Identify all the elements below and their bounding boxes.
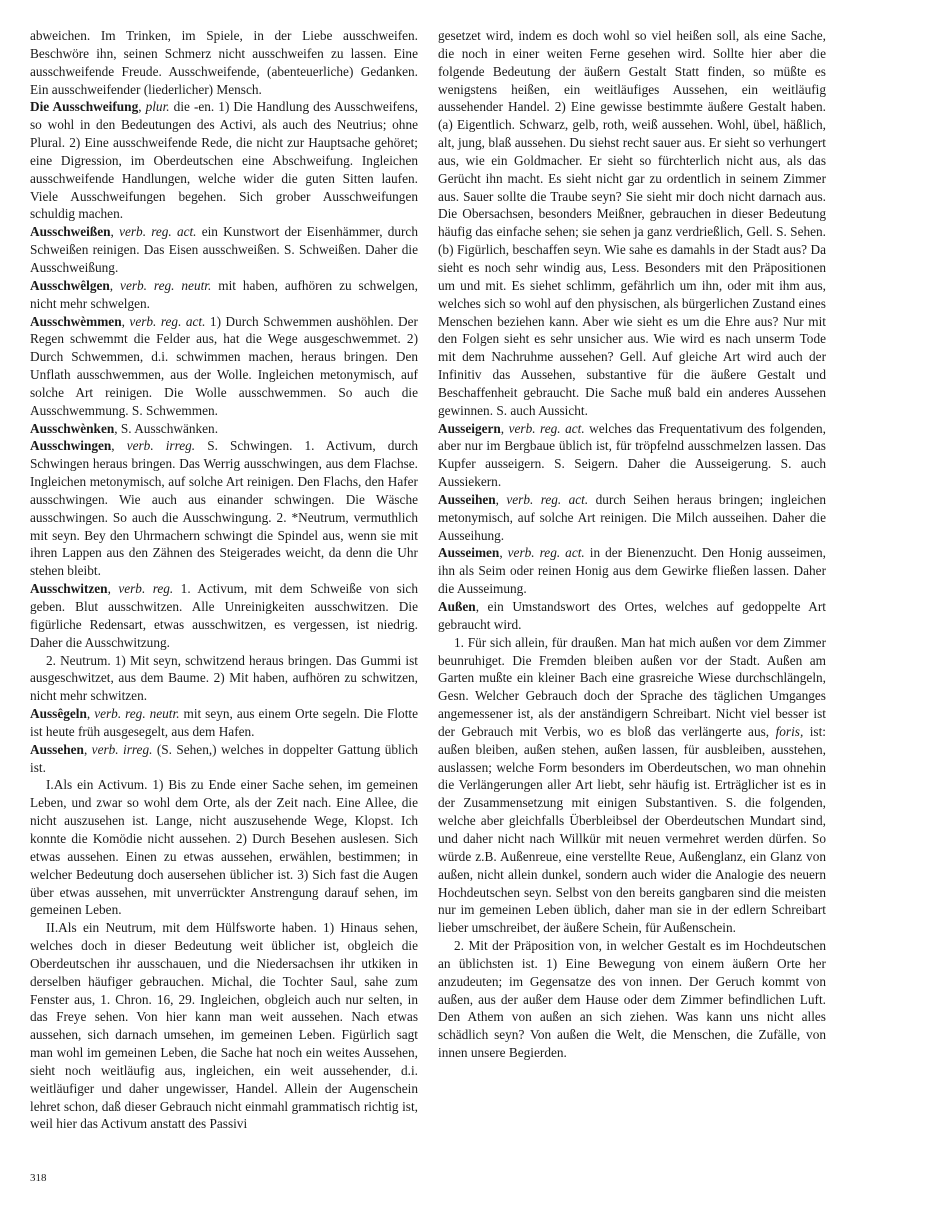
entry-ausschwelgen: Ausschwêlgen, verb. reg. neutr. mit haben, aufhören zu schwelgen, nicht mehr schwelgen. [30, 277, 418, 311]
entry-text: , ein Umstandswort des Ortes, welches auf gedoppelte Art gebraucht wird. [438, 599, 826, 632]
entry-paragraph: 2. Mit der Präposition von, in welcher Gestalt es im Hochdeutschen an üblichsten ist. 1) Eine Bewegung von einem äußern Orte her anzudeuten; im Gegensatze des von innen. Der Geruch kommt von außen, aus der außer dem Hause oder dem Zimmer befindlichen Luft. Den Athem von außen an sich ziehen. Was kann uns nicht alles schädlich seyn? Von außen die Welt, die Menschen, die Zufälle, von innen unsere Begierden. [438, 938, 826, 1061]
entry-ausschwingen: Ausschwingen, verb. irreg. S. Schwingen. 1. Activum, durch Schwingen heraus bringen. Das Werrig ausschwingen, aus dem Flachse. Ingleichen metonymisch, auf solche Art reinigen. Den Flachs, den Hafer ausschwingen. Wie auch aus einander schwingen. Die Wäsche ausschwingen. So auch die Ausschwingung. 2. *Neutrum, vermuthlich mit seyn. Bey den Uhrmachern schwingt die Spindel aus, wenn sie mit ihren Lappen aus den Zähnen des Steigerades weicht, da denn die Uhr stehen bleibt. [30, 438, 419, 579]
headword: Ausseigern [438, 420, 501, 436]
entry-text: 1. Activum, mit dem Schweiße von sich geben. Blut ausschwitzen. Alle Unreinigkeiten ausschwitzen. Die figürliche Redensart, etwas ausschwitzen, es vergessen, ist niedrig. Daher die Ausschwitzung. [30, 581, 418, 650]
headword: Ausschwitzen [30, 581, 108, 597]
page-number: 318 [30, 1172, 47, 1184]
grammar-note: verb. irreg. [91, 741, 153, 757]
entry-text: mit haben, aufhören zu schwelgen, nicht mehr schwelgen. [30, 277, 418, 311]
entry-aussen [438, 598, 826, 634]
grammar-note: verb. reg. act. [129, 313, 206, 329]
headword: Ausschwènken [30, 420, 115, 436]
headword: Ausschwingen [30, 438, 112, 454]
entry-aussegeln: Aussêgeln, verb. reg. neutr. mit seyn, aus einem Orte segeln. Die Flotte ist heute früh ausgesegelt, aus dem Hafen. [30, 706, 418, 739]
grammar-note: verb. reg. act. [119, 224, 197, 240]
headword: Aussehen [30, 741, 84, 757]
entry-paragraph: I.Als ein Activum. 1) Bis zu Ende einer Sache sehen, im gemeinen Leben, und zwar so wohl dem Orte, als der Zeit nach. Eine Allee, die nicht auszusehen ist. Lange, nicht auszusehende Wege, Klopst. Ich konnte die Komödie nicht aussehen. 2) Durch Besehen auslesen. Sich etwas aussehen. Einen zu etwas aussehen, erwählen, bestimmen; in welcher Bedeutung doch ausersehen üblicher ist. 3) Sich fast die Augen über etwas aussehen, mit unverrückter Anstrengung darauf sehen, im gemeinen Leben. [30, 777, 418, 918]
entry-paragraph: 1. Für sich allein, für draußen. Man hat mich außen vor dem Zimmer beunruhiget. Die Fremden bleiben außen vor der Stadt. Außen am Garten mußte ein kleiner Bach eine grasreiche Wiese durchschlängeln, Gesn. Welcher Gebrauch doch der Sprache des täglichen Umganges angemessener ist, als der anständigern Schreibart. Nicht viel besser ist der Gebrauch mit Verbis, wo es bloß das verlängerte aus, foris, ist: außen bleiben, außen stehen, außen lassen, für ausbleiben, ausstehen, auslassen; welche Form besonders im Oberdeutschen, wo man ohnehin die Verlängerungen aller Art liebt, sehr häufig ist. Erträglicher ist es in der Zusammensetzung mit einigen Substantiven. S. die folgenden, welche aber gleichfalls Überbleibsel der Oberdeutschen Mundart sind, und daher nicht nach Willkür mit neuen vermehret werden dürfen. So würde z.B. Außenreue, eine verstellte Reue, Außenglanz, ein Glanz von außen, nicht allein dunkel, sondern auch wider die Analogie des neuern Hochdeutschen seyn. Selbst von den bereits gangbaren sind die meisten nur im gemeinen Leben üblich, daher man sie in der edlern Schreibart lieber umschreibet, der äußere Schein, für Außenschein. [438, 634, 826, 936]
headword: Aussêgeln [30, 706, 87, 722]
grammar-note: verb. reg. act. [508, 420, 585, 436]
headword: Außen [438, 599, 476, 614]
grammar-note: verb. reg. act. [507, 545, 585, 561]
continued-text: gesetzet wird, indem es doch wohl so viel heißen soll, als eine Sache, die noch in einer weiten Ferne gesehen wird. Sollte hier aber die folgende Bedeutung der äußern Gestalt Statt finden, so müßte es wenigstens heißen, ein weitläufiges Aussehen, ein weitläufig aussehender Handel. 2) Eine gewisse bestimmte äußere Gestalt haben. (a) Eigentlich. Schwarz, gelb, roth, weiß aussehen. Wohl, übel, häßlich, alt, jung, blaß aussehen. Du siehst recht sauer aus. Er sieht so verhungert aus, wie ein Goldmacher. Er sieht so fürchterlich nicht aus, als das Gerücht ihn macht. Es sieht nicht gar zu ordentlich in seinem Zimmer aus. Sauer sollte die Traube seyn? Sie sieht mir doch nicht darnach aus. Die Obersachsen, besonders Meißner, gebrauchen in dieser Bedeutung häufig das einfache sehen; sie sehen ja ganz verdrießlich, Gell. S. Sehen. (b) Figürlich, beschaffen seyn. Wie sahe es damahls in der Stadt aus? Da sieht es noch sehr windig aus, Less. Besonders mit den Präpositionen um und mit. Es siehet schlimm, gefährlich um ihn, oder mit ihm aus, welches sich so wohl auf den physischen, als bürgerlichen Zustand eines Menschen beziehen kann. Aber wie sieht es um die Ehre aus? Nur mit den Folgen sieht es sehr unsicher aus. Wie wird es nach unserm Tode mit dem Nachruhme aussehen? Gell. Auf gleiche Art wird auch der Infinitiv das Aussehen, substantive für die äußere Gestalt und Beschaffenheit gebraucht. Die Sache muß bald ein anderes Aussehen gewinnen. S. auch Aussicht. [438, 28, 826, 418]
entry-ausschweissen: Ausschweißen, verb. reg. act. ein Kunstwort der Eisenhämmer, durch Schweißen reinigen. Das Eisen ausschweißen. S. Schweißen. Daher die Ausschweißung. [30, 224, 418, 275]
latin-term: foris, [775, 723, 804, 739]
right-column [438, 27, 826, 1062]
entry-text: S. Schwingen. 1. Activum, durch Schwingen heraus bringen. Das Werrig ausschwingen, aus dem Flachse. Ingleichen metonymisch, auf solche Art reinigen. Den Flachs, den Hafer ausschwingen. Wie auch aus einander schwingen. Die Wäsche ausschwingen. So auch die Ausschwingung. 2. *Neutrum, vermuthlich mit seyn. Bey den Uhrmachern schwingt die Spindel aus, wenn sie mit ihren Lappen aus den Zähnen des Steigerades weicht, da denn die Uhr stehen bleibt. [30, 438, 419, 579]
entry-text: ein Kunstwort der Eisenhämmer, durch Schweißen reinigen. Das Eisen ausschweißen. S. Schweißen. Daher die Ausschweißung. [30, 224, 418, 275]
entry-ausseihen: Ausseihen, verb. reg. act. durch Seihen heraus bringen; ingleichen metonymisch, auf solche Art reinigen. Die Milch ausseihen. Daher die Ausseihung. [438, 491, 827, 543]
entry-text: (S. Sehen,) welches in doppelter Gattung üblich ist. [30, 741, 418, 775]
grammar-note: verb. reg. neutr. [94, 706, 180, 722]
entry-text: in der Bienenzucht. Den Honig ausseimen, ihn als Seim oder reinen Honig aus dem Gewirke fließen lassen. Daher die Ausseimung. [438, 545, 826, 597]
entry-text: , S. Ausschwänken. [114, 420, 219, 436]
grammar-note: verb. irreg. [126, 438, 196, 454]
entry-paragraph: 2. Neutrum. 1) Mit seyn, schwitzend heraus bringen. Das Gummi ist ausgeschwitzet, aus dem Baume. 2) Mit haben, aufhören zu schwitzen, nicht mehr schwitzen. [30, 652, 418, 704]
grammar-note: verb. reg. [118, 581, 174, 597]
headword: Ausseimen [438, 545, 500, 561]
headword: Ausschwêlgen [30, 277, 110, 293]
entry-text: durch Seihen heraus bringen; ingleichen metonymisch, auf solche Art reinigen. Die Milch ausseihen. Daher die Ausseihung. [438, 491, 827, 543]
headword: Ausschwèmmen [30, 313, 122, 329]
headword: Die Ausschweifung [30, 99, 139, 115]
continued-text: abweichen. Im Trinken, im Spiele, in der Liebe ausschweifen. Beschwöre ihn, seinen Schmerz nicht ausschweifen zu lassen. Eine ausschweifende Freude. Ausschweifende, (abenteuerliche) Gedanken. Ein ausschweifender (liederlicher) Mensch. [30, 28, 418, 97]
entry-text: die -en. 1) Die Handlung des Ausschweifens, so wohl in den Bedeutungen des Activi, als auch des Neutrius; ohne Plural. 2) Eine ausschweifende Rede, die nicht zur Hauptsache gehöret; eine Digression, im Oberdeutschen eine Abschweifung. Ingleichen ausschweifende Handlungen, welche wider die guten Sitten laufen. Viele Ausschweifungen begehen. Sich grober Ausschweifungen schuldig machen. [30, 99, 418, 222]
grammar-note: plur. [145, 99, 170, 115]
headword: Ausschweißen [30, 224, 111, 240]
entry-paragraph: II.Als ein Neutrum, mit dem Hülfsworte haben. 1) Hinaus sehen, welches doch in dieser Bedeutung weit üblicher ist, obgleich die Oberdeutschen ihr ausschauen, und die Niedersachsen ihr utkiken in derselben häufiger gebrauchen. Michal, die Tochter Saul, sahe zum Fenster aus, 1. Chron. 16, 29. Ingleichen, obgleich auch nur selten, in das Freye sehen. Von hier kann man weit aussehen. Nach etwas aussehen, sich darnach umsehen, im gemeinen Leben. Figürlich sagt man wohl im gemeinen Leben, die Sache hat noch ein weites Aussehen, sieht noch weitläufig aus, ingleichen, ein weit aussehender, d.i. weitläufiger und daher ungewisser, Handel. Allein der Augenschein lehret schon, daß dieser Gebrauch nicht einmahl grammatisch richtig ist, weil hier das Activum anstatt des Passivi [30, 920, 418, 1132]
left-column [30, 27, 418, 1133]
entry-ausseigern: Ausseigern, verb. reg. act. welches das Frequentativum des folgenden, aber nur im Bergbaue üblich ist, für tröpfelnd ausschmelzen lassen. Das Kupfer ausseigern. S. Seigern. Daher die Ausseigerung. S. auch Aussiekern. [438, 420, 826, 490]
entry-text: welches das Frequentativum des folgenden, aber nur im Bergbaue üblich ist, für tröpfelnd ausschmelzen lassen. Das Kupfer ausseigern. S. Seigern. Daher die Ausseigerung. S. auch Aussiekern. [438, 420, 826, 490]
headword: Ausseihen [438, 491, 496, 507]
entry-text: 1) Durch Schwemmen aushöhlen. Der Regen schwemmt die Felder aus, hat die Wege ausgeschwemmet. 2) Durch Schwemmen, d.i. schwimmen machen, heraus bringen. Den Unflath ausschwemmen, aus der Wolle. Ingleichen metonymisch, auf solche Art reinigen. Die Wolle ausschwemmen. So auch die Ausschwemmung. S. Schwemmen. [30, 313, 418, 418]
entry-ausseimen: Ausseimen, verb. reg. act. in der Bienenzucht. Den Honig ausseimen, ihn als Seim oder reinen Honig aus dem Gewirke fließen lassen. Daher die Ausseimung. [438, 545, 826, 597]
grammar-note: verb. reg. act. [506, 491, 589, 507]
entry-ausschwenken [30, 420, 418, 438]
entry-ausschweifung: Die Ausschweifung, plur. die -en. 1) Die Handlung des Ausschweifens, so wohl in den Bedeutungen des Activi, als auch des Neutrius; ohne Plural. 2) Eine ausschweifende Rede, die nicht zur Hauptsache gehöret; eine Digression, im Oberdeutschen eine Abschweifung. Ingleichen ausschweifende Handlungen, welche wider die guten Sitten laufen. Viele Ausschweifungen begehen. Sich grober Ausschweifungen schuldig machen. [30, 99, 418, 222]
grammar-note: verb. reg. neutr. [120, 277, 212, 293]
entry-ausschwemmen: Ausschwèmmen, verb. reg. act. 1) Durch Schwemmen aushöhlen. Der Regen schwemmt die Felder aus, hat die Wege ausgeschwemmet. 2) Durch Schwemmen, d.i. schwimmen machen, heraus bringen. Den Unflath ausschwemmen, aus der Wolle. Ingleichen metonymisch, auf solche Art reinigen. Die Wolle ausschwemmen. So auch die Ausschwemmung. S. Schwemmen. [30, 313, 418, 418]
entry-aussehen: Aussehen, verb. irreg. (S. Sehen,) welches in doppelter Gattung üblich ist. [30, 741, 418, 775]
entry-ausschwitzen: Ausschwitzen, verb. reg. 1. Activum, mit dem Schweiße von sich geben. Blut ausschwitzen. Alle Unreinigkeiten ausschwitzen. Die figürliche Redensart, etwas ausschwitzen, es vergessen, ist niedrig. Daher die Ausschwitzung. [30, 581, 418, 650]
entry-text: mit seyn, aus einem Orte segeln. Die Flotte ist heute früh ausgesegelt, aus dem Hafen. [30, 706, 418, 739]
